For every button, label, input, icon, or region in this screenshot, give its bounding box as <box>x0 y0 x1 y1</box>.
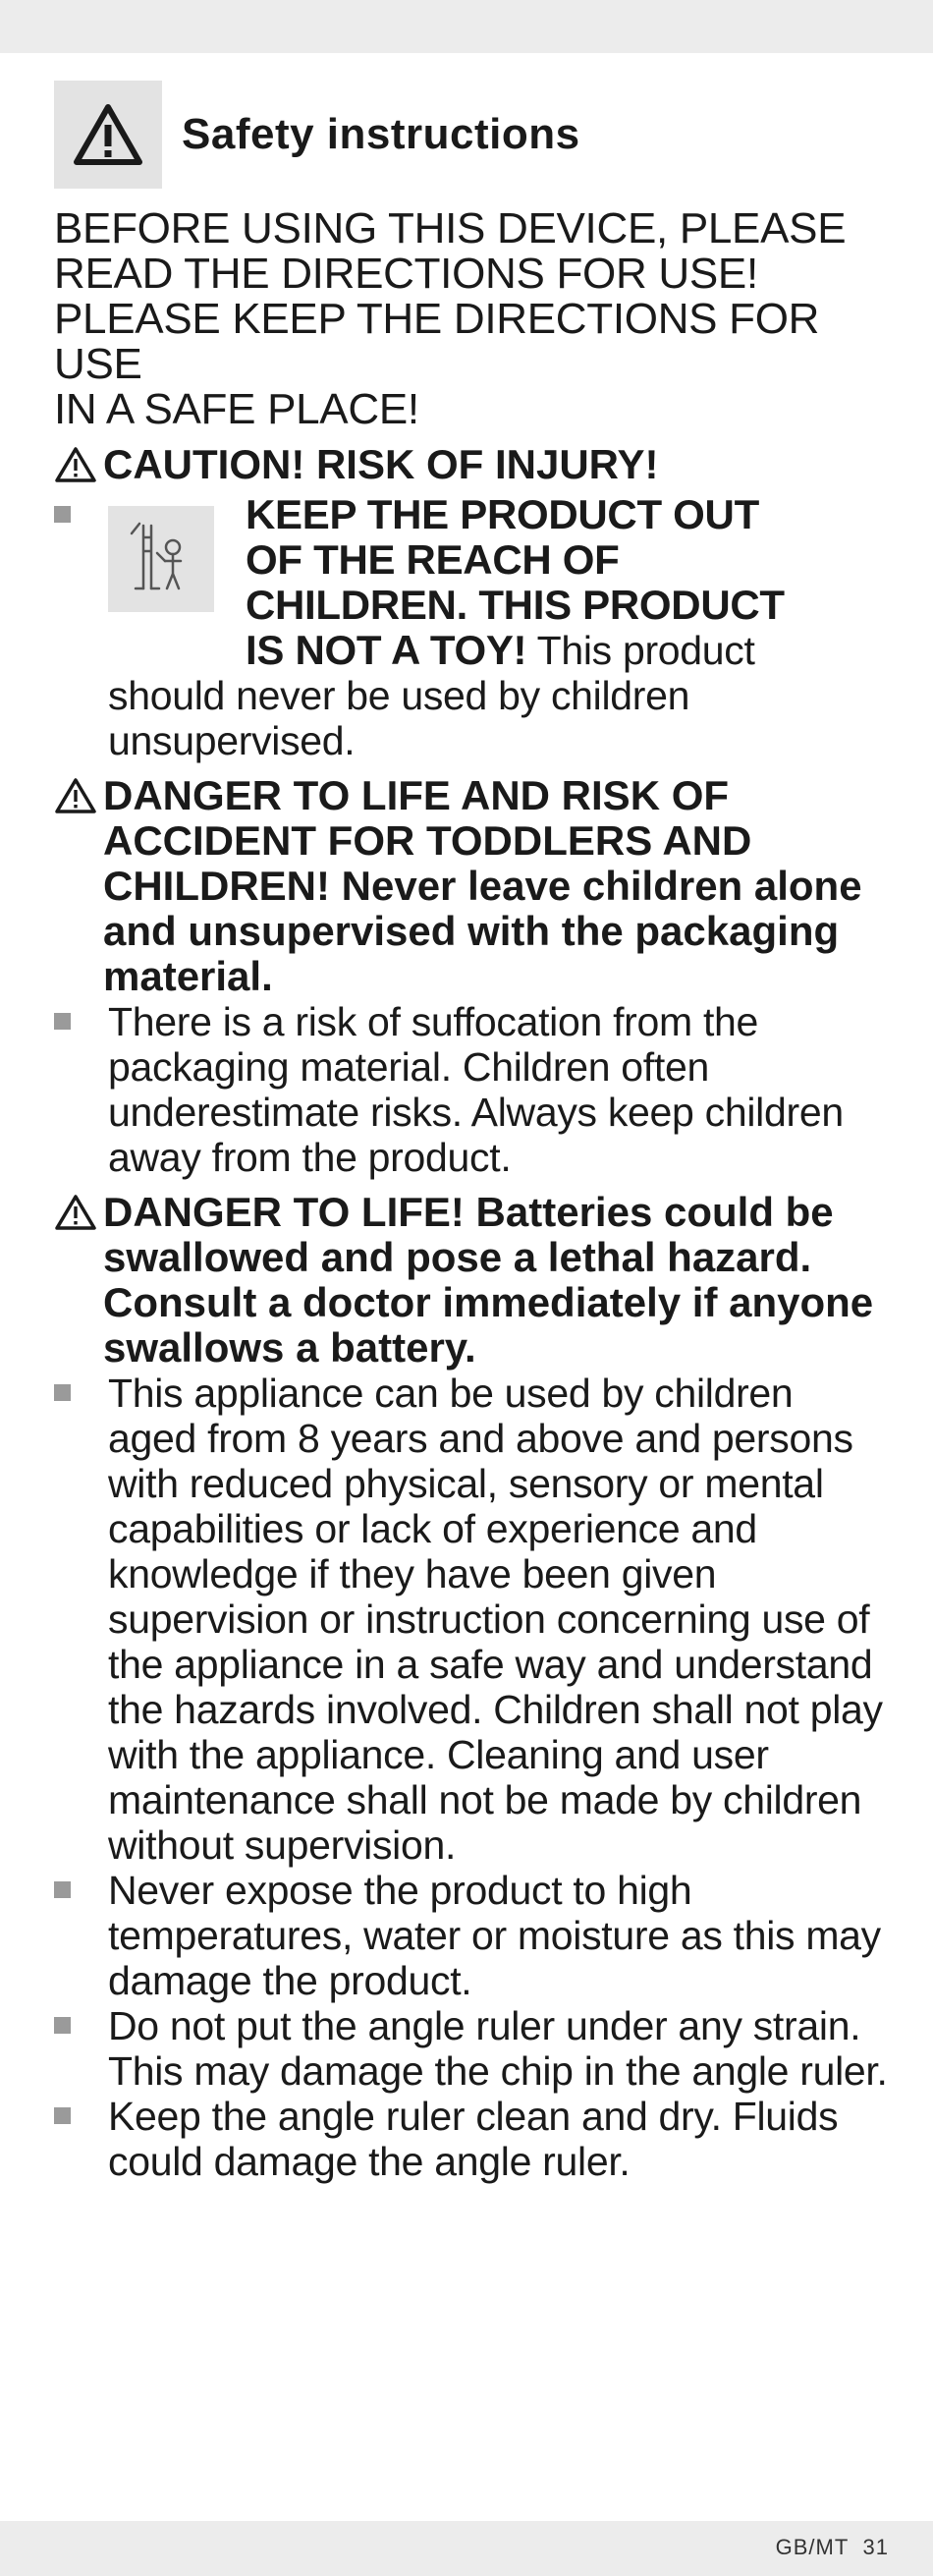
children-warning-line: CHILDREN. THIS PRODUCT <box>246 582 785 628</box>
bullet-text: Never expose the product to high temperatures, water or moisture as this may damage the product. <box>108 1868 881 2003</box>
intro-line: BEFORE USING THIS DEVICE, PLEASE <box>54 204 847 252</box>
bullet-marker <box>54 492 108 523</box>
caution-warning <box>54 442 889 492</box>
bullet-text: This appliance can be used by children aged from 8 years and above and persons with reduced physical, sensory or mental capabilities or lack of experience and knowledge if they have been given supervision or instruction concerning use of the appliance in a safe way and understand the hazards involved. Children shall not play with the appliance. Cleaning and user maintenance shall not be made by children without supervision. <box>108 1371 883 1868</box>
danger-toddlers-text: DANGER TO LIFE AND RISK OF ACCIDENT FOR TODDLERS AND CHILDREN! Never leave children alone and unsupervised with the packaging material. <box>103 772 862 999</box>
warning-triangle-icon <box>54 442 103 492</box>
children-text-tail: This product <box>536 628 755 673</box>
bullet-appliance-use <box>54 1371 889 1868</box>
bullet-suffocation <box>54 999 889 1180</box>
section-header <box>54 81 889 189</box>
warning-triangle-icon <box>54 773 103 823</box>
children-text: should never be used by children unsupervised. <box>108 673 690 763</box>
bullet-strain <box>54 2003 889 2094</box>
page-footer <box>776 2535 889 2560</box>
bullet-marker <box>54 1371 108 1401</box>
bullet-marker <box>54 999 108 1030</box>
bullet-text: There is a risk of suffocation from the packaging material. Children often underestimate risks. Always keep children away from the product. <box>108 999 844 1180</box>
warning-triangle-icon <box>54 1190 103 1240</box>
page-number: 31 <box>862 2535 889 2559</box>
danger-toddlers-warning <box>54 773 889 999</box>
danger-batteries-text: DANGER TO LIFE! Batteries could be swallowed and pose a lethal hazard. Consult a doctor immediately if anyone swallows a battery. <box>103 1189 874 1371</box>
caution-text: CAUTION! RISK OF INJURY! <box>103 441 659 487</box>
bullet-marker <box>54 2003 108 2034</box>
intro-line: PLEASE KEEP THE DIRECTIONS FOR USE <box>54 295 820 388</box>
bullet-marker <box>54 1868 108 1898</box>
intro-notice <box>54 206 889 432</box>
bullet-text: Do not put the angle ruler under any strain. This may damage the chip in the angle ruler. <box>108 2003 888 2094</box>
child-supervision-icon <box>108 506 214 612</box>
bullet-temperature <box>54 1868 889 2003</box>
top-band <box>0 0 933 53</box>
danger-batteries-warning <box>54 1190 889 1371</box>
page-title: Safety instructions <box>182 110 580 158</box>
bullet-children <box>54 492 889 763</box>
page-content <box>54 81 889 2184</box>
warning-triangle-icon <box>54 81 162 189</box>
children-warning-line: OF THE REACH OF <box>246 536 620 583</box>
intro-line: READ THE DIRECTIONS FOR USE! <box>54 250 758 298</box>
bullet-marker <box>54 2094 108 2124</box>
children-warning-line: KEEP THE PRODUCT OUT <box>246 491 759 537</box>
intro-line: IN A SAFE PLACE! <box>54 385 419 433</box>
bullet-clean <box>54 2094 889 2184</box>
children-warning-line: IS NOT A TOY! <box>246 627 527 673</box>
footer-lang: GB/MT <box>775 2535 850 2559</box>
bullet-text: Keep the angle ruler clean and dry. Fluids could damage the angle ruler. <box>108 2094 839 2184</box>
